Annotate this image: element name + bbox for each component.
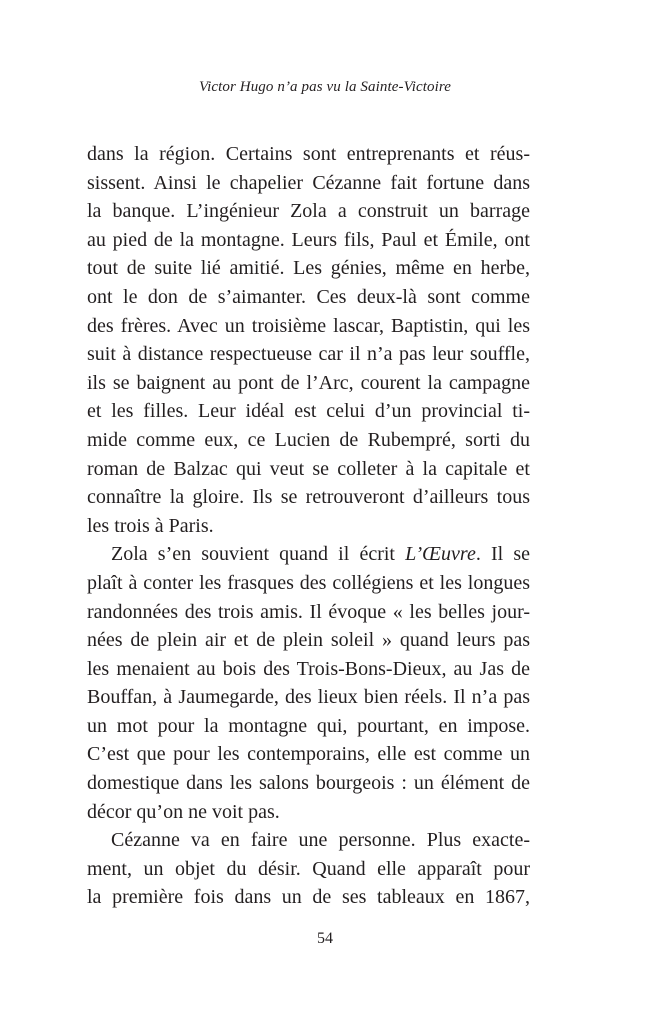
body-text xyxy=(87,140,530,912)
text-line: au pied de la montagne. Leurs fils, Paul et Émile, ont xyxy=(87,228,530,251)
book-title-italic: L’Œuvre xyxy=(405,543,476,566)
text-line: plaît à conter les frasques des collégiens et les longues xyxy=(87,571,530,594)
text-line: des frères. Avec un troisième lascar, Baptistin, qui les xyxy=(87,314,530,337)
text-line: un mot pour la montagne qui, pourtant, en impose. xyxy=(87,714,530,737)
text-line: la banque. L’ingénieur Zola a construit un barrage xyxy=(87,200,530,223)
text-line: sissent. Ainsi le chapelier Cézanne fait fortune dans xyxy=(87,171,530,194)
text-line: tout de suite lié amitié. Les génies, même en herbe, xyxy=(87,257,530,280)
text-line: ment, un objet du désir. Quand elle apparaît pour xyxy=(87,857,530,880)
text-line-paragraph-end: les trois à Paris. xyxy=(87,514,214,537)
text-line: C’est que pour les contemporains, elle est comme un xyxy=(87,743,530,766)
text-run: Zola s’en souvient quand il écrit xyxy=(111,543,406,566)
text-line: dans la région. Certains sont entreprenants et réus- xyxy=(87,143,530,165)
text-line: les menaient au bois des Trois-Bons-Dieux, au Jas de xyxy=(87,657,530,680)
text-line: suit à distance respectueuse car il n’a pas leur souffle, xyxy=(87,343,530,366)
text-line: et les filles. Leur idéal est celui d’un provincial ti- xyxy=(87,400,530,423)
text-run: . Il se xyxy=(475,543,530,566)
text-line: roman de Balzac qui veut se colleter à la capitale et xyxy=(87,457,530,480)
text-line: ils se baignent au pont de l’Arc, courent la campagne xyxy=(87,371,530,394)
text-line-paragraph-start: Cézanne va en faire une personne. Plus exacte- xyxy=(111,829,530,852)
text-line: randonnées des trois amis. Il évoque « les belles jour- xyxy=(87,600,530,623)
text-line-paragraph-start xyxy=(87,540,530,569)
text-line: ont le don de s’aimanter. Ces deux-là sont comme xyxy=(87,285,530,308)
text-line: la première fois dans un de ses tableaux en 1867, xyxy=(87,886,530,909)
text-line: domestique dans les salons bourgeois : un élément de xyxy=(87,772,530,795)
text-line: connaître la gloire. Ils se retrouveront d’ailleurs tous xyxy=(87,486,530,509)
text-line-paragraph-end: décor qu’on ne voit pas. xyxy=(87,800,280,823)
text-line: nées de plein air et de plein soleil » quand leurs pas xyxy=(87,629,530,652)
text-line: Bouffan, à Jaumegarde, des lieux bien réels. Il n’a pas xyxy=(87,686,530,709)
running-head: Victor Hugo n’a pas vu la Sainte-Victoire xyxy=(198,79,452,95)
page-number: 54 xyxy=(317,930,333,947)
text-line: mide comme eux, ce Lucien de Rubempré, sorti du xyxy=(87,428,530,451)
